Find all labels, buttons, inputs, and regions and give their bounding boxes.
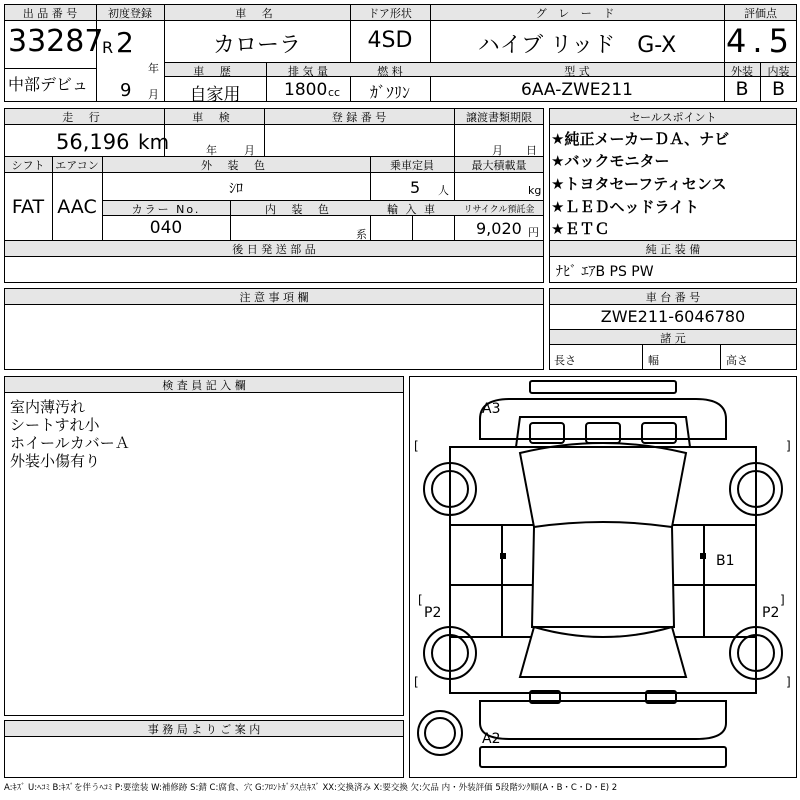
int-color-unit: 系	[356, 228, 367, 241]
fuel: ｶﾞｿﾘﾝ	[369, 83, 410, 102]
damage-diagram	[409, 376, 797, 778]
chassis-number: ZWE211-6046780	[600, 307, 746, 326]
displacement: 1800	[284, 80, 328, 100]
car-name-header: 車 名	[235, 7, 279, 20]
model-header: 型 式	[564, 65, 590, 78]
ext-header: 外装	[731, 65, 753, 78]
bracket: [	[414, 439, 419, 453]
damage-mark-b1: B1	[716, 553, 735, 569]
sales-point: ★ＬＥＤヘッドライト	[551, 198, 699, 216]
reg-year: 2	[116, 26, 134, 59]
inspector-note: 外装小傷有り	[10, 452, 101, 470]
int-header: 内装	[767, 65, 790, 78]
length-label: 長さ	[554, 354, 576, 367]
color-no: 040	[149, 218, 183, 238]
shift-value: FAT	[11, 196, 45, 218]
year-unit: 年	[148, 62, 159, 75]
legend-text: A:ｷｽﾞ U:ﾍｺﾐ B:ｷｽﾞを伴うﾍｺﾐ P:要塗装 W:補修跡 S:錆 C:腐食、穴 G:ﾌﾛﾝﾄｶﾞﾗｽ点ｷｽﾞ XX:交換済み X:要交換 欠:欠品 内・外装評価 5段階ﾗﾝｸ順(A・B・C・D・E) 2	[4, 783, 618, 793]
displacement-unit: cc	[328, 86, 341, 99]
capacity: 5	[410, 178, 421, 197]
first-reg-header: 初度登録	[108, 7, 152, 20]
venue: 中部デビュ	[8, 75, 89, 94]
damage-mark-p2-right: P2	[762, 605, 780, 621]
color-no-header: カラー No.	[131, 203, 201, 216]
month-unit: 月	[148, 88, 159, 101]
grade-header: グ レ ー ド	[535, 7, 619, 20]
sales-point: ★純正メーカーＤＡ、ナビ	[551, 130, 730, 148]
ext-color-header: 外 装 色	[201, 159, 271, 172]
inspection-header: 車 検	[192, 111, 236, 124]
score: 4.5	[726, 22, 795, 60]
history-header: 車 歴	[193, 65, 237, 78]
equipment-header: 純 正 装 備	[645, 243, 701, 256]
shift-header: シフト	[11, 159, 45, 172]
car-history: 自家用	[189, 85, 241, 105]
door-type: 4SD	[367, 28, 413, 53]
chassis-header: 車 台 番 号	[645, 291, 701, 304]
capacity-header: 乗車定員	[390, 159, 434, 172]
bracket: ]	[780, 593, 785, 607]
transfer-day-unit: 日	[526, 144, 537, 157]
int-grade: B	[771, 78, 786, 100]
bracket: ]	[786, 675, 791, 689]
model-code: 6AA-ZWE211	[521, 80, 633, 100]
insp-month-unit: 月	[244, 144, 255, 157]
office-header: 事 務 局 よ り ご 案 内	[147, 723, 261, 736]
recycle-header: リサイクル預託金	[463, 205, 535, 215]
damage-mark-a2: A2	[482, 731, 501, 747]
car-outline	[410, 377, 796, 777]
int-color-header: 内 装 色	[265, 203, 335, 216]
door-header: ドア形状	[368, 7, 412, 20]
bracket: [	[418, 593, 423, 607]
max-load-header: 最大積載量	[471, 159, 527, 172]
ext-grade: B	[735, 78, 749, 100]
reg-month: 9	[120, 80, 132, 101]
inspector-header: 検 査 員 記 入 欄	[162, 379, 246, 392]
score-header: 評価点	[744, 7, 777, 20]
ext-color: ｼﾛ	[229, 181, 243, 197]
grade: ハイブ リッド G-X	[477, 33, 677, 58]
sales-point: ★トヨタセーフティセンス	[551, 175, 727, 193]
equipment-value: ﾅﾋﾞ ｴｱB PS PW	[556, 264, 654, 280]
mileage-unit: km	[138, 130, 170, 154]
lot-number-header: 出 品 番 号	[22, 7, 78, 20]
ac-value: AAC	[57, 196, 97, 218]
recycle-amount: 9,020	[476, 219, 522, 238]
ac-header: エアコン	[55, 159, 99, 172]
capacity-unit: 人	[438, 184, 449, 197]
later-parts-header: 後 日 発 送 部 品	[232, 243, 316, 256]
insp-year-unit: 年	[206, 144, 217, 157]
load-unit: kg	[528, 184, 542, 197]
bracket: ]	[786, 439, 791, 453]
displacement-header: 排 気 量	[288, 65, 328, 78]
transfer-header: 譲渡書類期限	[466, 111, 532, 124]
fuel-header: 燃 料	[377, 65, 403, 78]
inspector-note: シートすれ小	[10, 416, 100, 434]
sales-points-header: セールスポイント	[629, 111, 717, 124]
height-label: 高さ	[726, 354, 748, 367]
dims-header: 諸 元	[660, 332, 686, 345]
era-mark: R	[102, 38, 114, 57]
mileage-header: 走 行	[62, 111, 106, 124]
import-header: 輸 入 車	[387, 203, 437, 216]
sales-point: ★バックモニター	[551, 152, 670, 170]
lot-number: 33287	[8, 24, 104, 59]
notes-header: 注 意 事 項 欄	[239, 291, 309, 304]
bracket: [	[414, 675, 419, 689]
inspector-note: ホイールカバーＡ	[10, 434, 130, 452]
car-name: カローラ	[212, 33, 301, 58]
damage-mark-p2-left: P2	[424, 605, 442, 621]
width-label: 幅	[648, 354, 659, 367]
mileage: 56,196	[56, 130, 130, 154]
damage-mark-a3: A3	[482, 401, 501, 417]
transfer-month-unit: 月	[492, 144, 503, 157]
recycle-unit: 円	[528, 226, 539, 239]
inspector-note: 室内薄汚れ	[10, 398, 86, 416]
sales-point: ★ＥＴＣ	[551, 220, 610, 238]
reg-number-header: 登 録 番 号	[331, 111, 387, 124]
